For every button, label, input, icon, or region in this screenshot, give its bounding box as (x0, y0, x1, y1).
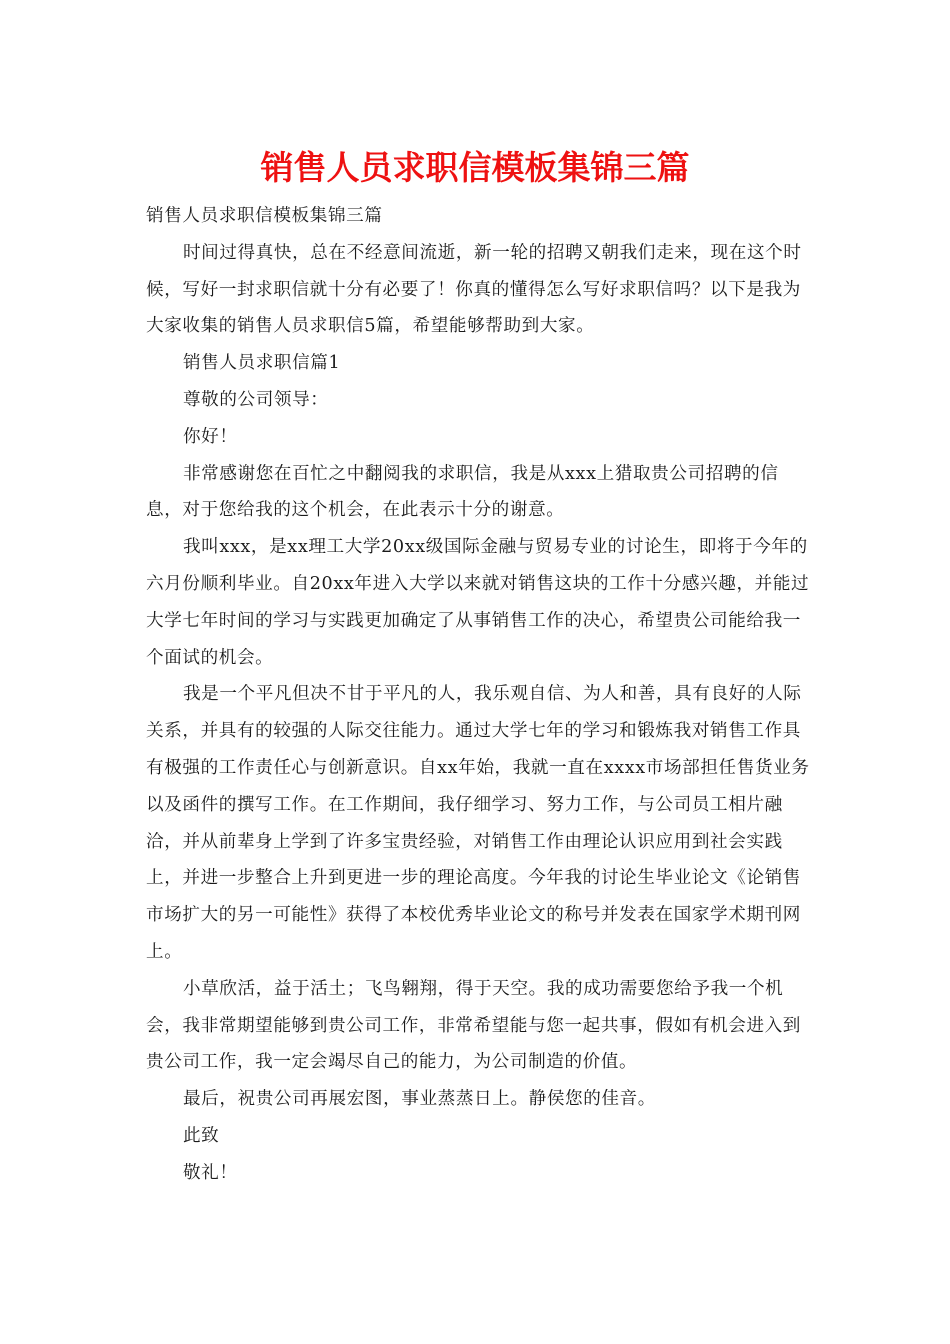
closing-salute: 敬礼！ (182, 1162, 238, 1183)
salutation: 尊敬的公司领导： (182, 389, 329, 410)
document-title: 销售人员求职信模板集锦三篇 (260, 148, 690, 187)
body-paragraph: 我是一个平凡但决不甘于平凡的人，我乐观自信、为人和善，具有良好的人际关系，并具有的较强的人际交往能力。通过大学七年的学习和锻炼我对销售工作具有极强的工作责任心与创新意识。自xx年始，我就一直在xxxx市场部担任售货业务以及函件的撰写工作。在工作期间，我仔细学习、努力工作，与公司员工相片融洽，并从前辈身上学到了许多宝贵经验，对销售工作由理论认识应用到社会实践上，并进一步整合上升到更进一步的理论高度。今年我的讨论生毕业论文《论销售市场扩大的另一可能性》获得了本校优秀毕业论文的称号并发表在国家学术期刊网上。 (146, 684, 810, 962)
document-body (146, 198, 810, 1192)
body-paragraph: 非常感谢您在百忙之中翻阅我的求职信，我是从xxx上猎取贵公司招聘的信息，对于您给我的这个机会，在此表示十分的谢意。 (146, 463, 779, 521)
closing-phrase: 此致 (182, 1125, 220, 1146)
document-subtitle: 销售人员求职信模板集锦三篇 (146, 206, 383, 226)
body-paragraph: 我叫xxx，是xx理工大学20xx级国际金融与贸易专业的讨论生，即将于今年的六月份顺利毕业。自20xx年进入大学以来就对销售这块的工作十分感兴趣，并能过大学七年时间的学习与实践更加确定了从事销售工作的决心，希望贵公司能给我一个面试的机会。 (146, 537, 810, 668)
greeting: 你好！ (182, 426, 238, 447)
intro-paragraph: 时间过得真快，总在不经意间流逝，新一轮的招聘又朝我们走来，现在这个时候，写好一封求职信就十分有必要了！你真的懂得怎么写好求职信吗？以下是我为大家收集的销售人员求职信5篇，希望能够帮助到大家。 (146, 242, 802, 337)
letter-heading: 销售人员求职信篇1 (182, 353, 341, 374)
body-paragraph: 小草欣活，益于活土；飞鸟翱翔，得于天空。我的成功需要您给予我一个机会，我非常期望能够到贵公司工作，非常希望能与您一起共事，假如有机会进入到贵公司工作，我一定会竭尽自己的能力，为公司制造的价值。 (146, 978, 801, 1073)
closing-paragraph: 最后，祝贵公司再展宏图，事业蒸蒸日上。静侯您的佳音。 (182, 1089, 656, 1110)
